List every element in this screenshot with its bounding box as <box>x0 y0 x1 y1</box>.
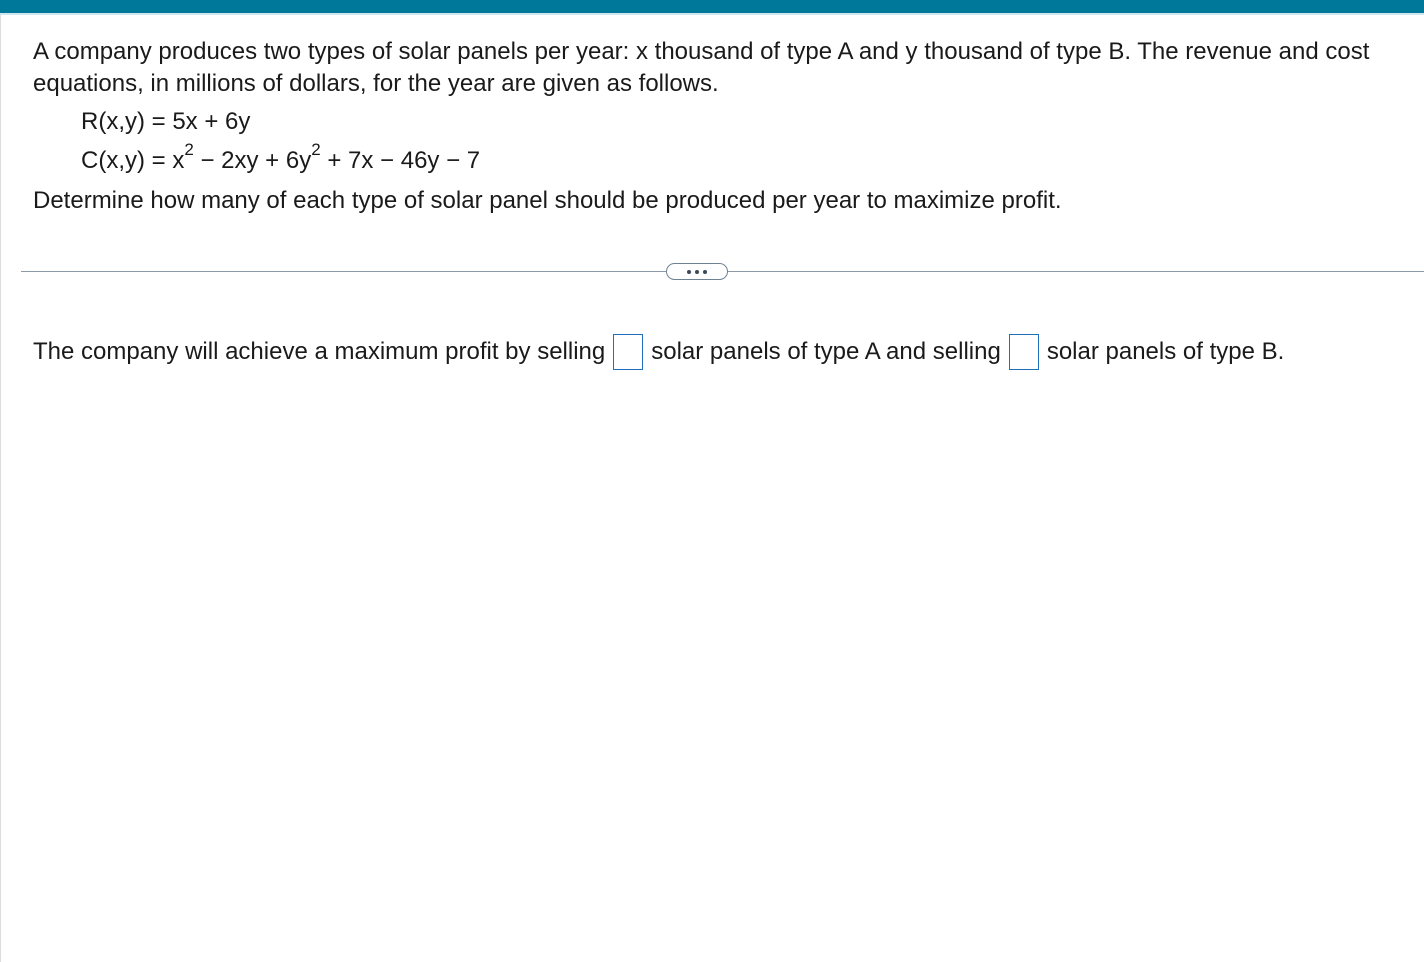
left-border <box>0 15 1 962</box>
cost-equation-part2: − 2xy + 6y <box>193 147 312 174</box>
ellipsis-icon <box>695 270 699 274</box>
type-b-answer-input[interactable] <box>1009 334 1039 370</box>
answer-suffix: solar panels of type B. <box>1046 338 1285 365</box>
type-a-answer-input[interactable] <box>613 334 643 370</box>
cost-exponent-y: 2 <box>311 140 321 159</box>
cost-equation-part1: C(x,y) = x <box>81 147 185 174</box>
answer-sentence <box>33 333 1284 371</box>
header-bar <box>0 0 1424 13</box>
question-intro: A company produces two types of solar panels per year: x thousand of type A and y thousand of type B. The revenue and cost equations, in millions of dollars, for the year are given as follows. <box>33 38 1370 97</box>
answer-middle: solar panels of type A and selling <box>651 338 1001 365</box>
cost-exponent-x: 2 <box>184 140 194 159</box>
ellipsis-icon <box>703 270 707 274</box>
revenue-equation: R(x,y) = 5x + 6y <box>81 108 251 135</box>
ellipsis-icon <box>687 270 691 274</box>
cost-equation <box>81 140 481 175</box>
question-text <box>33 36 1403 100</box>
expand-button[interactable] <box>666 263 728 280</box>
cost-equation-part3: + 7x − 46y − 7 <box>320 147 481 174</box>
header-bar-underline <box>0 13 1424 15</box>
answer-prefix: The company will achieve a maximum profit by selling <box>33 338 606 365</box>
task-text: Determine how many of each type of solar panel should be produced per year to maximize profit. <box>33 187 1062 214</box>
